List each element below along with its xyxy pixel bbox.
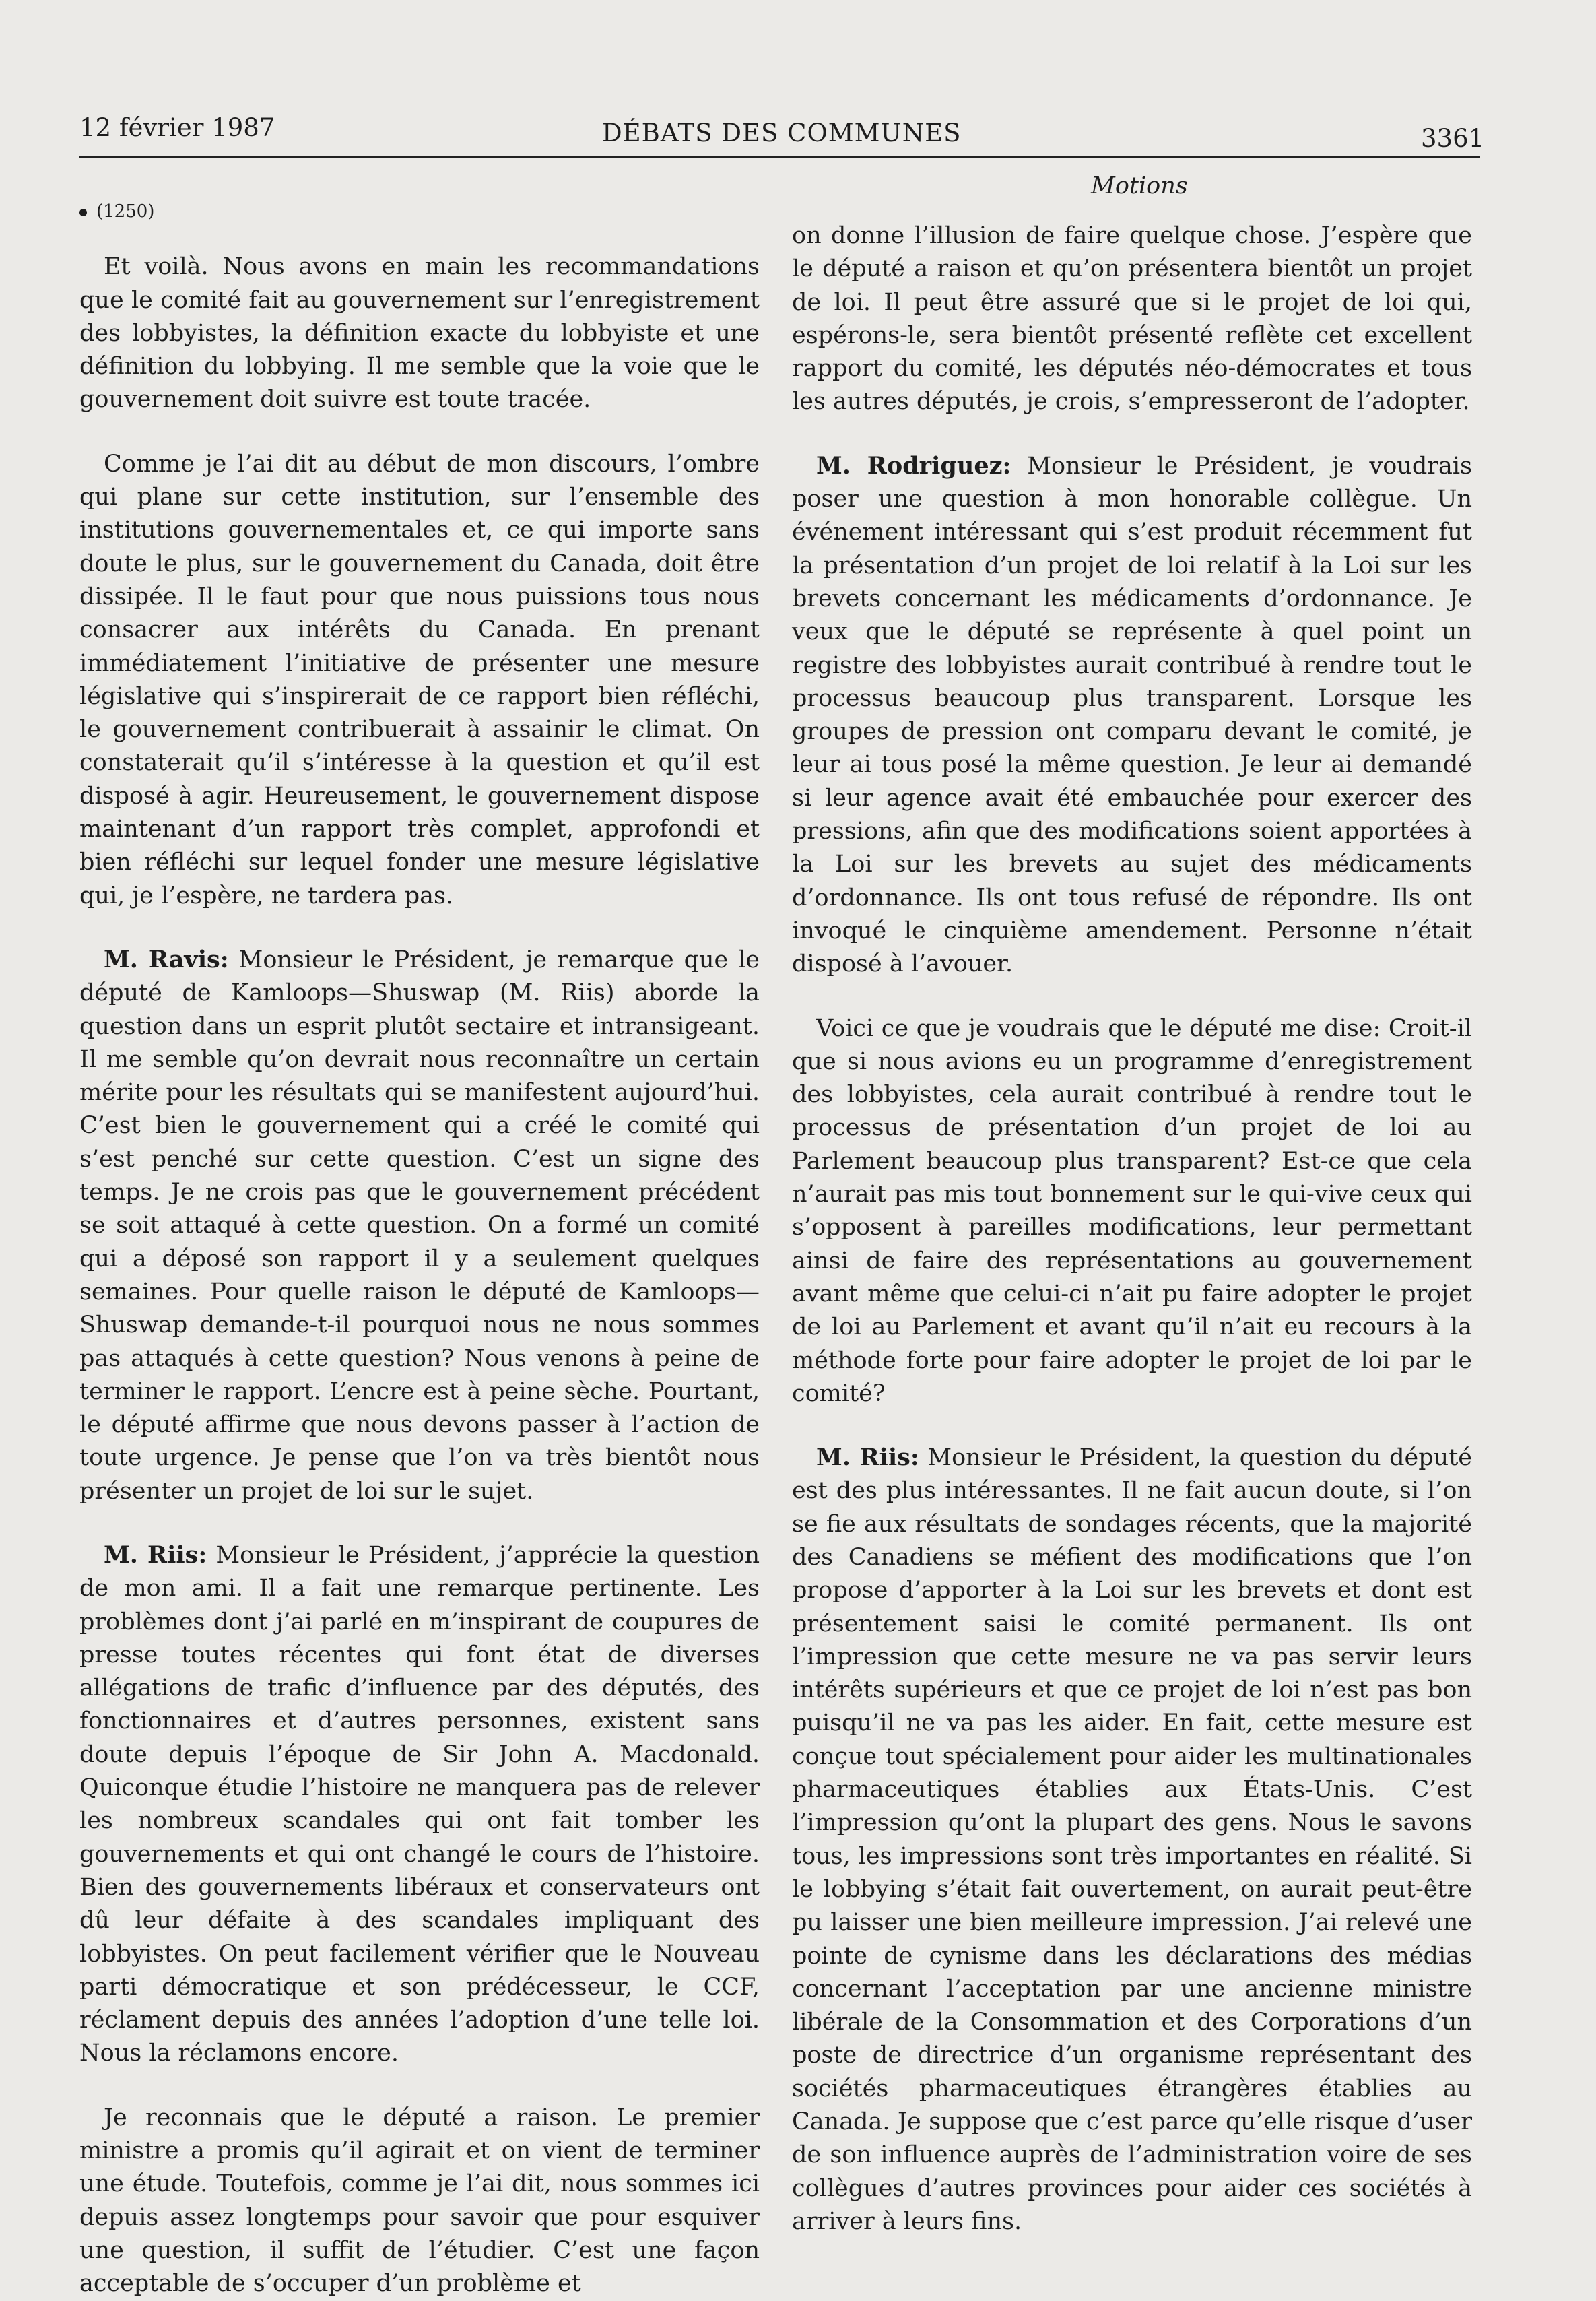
- paragraph: [792, 449, 1472, 981]
- paragraph-text: Monsieur le Président, la question du député est des plus intéressantes. Il ne fait aucun doute, si l’on se fie aux résultats de sondages récents, que la majorité des Canadiens se méfient des modifications que l’on propose d’apporter à la Loi sur les brevets et dont est présentement saisi le comité permanent. Ils ont l’impression que cette mesure ne va pas servir leurs intérêts supérieurs et que ce projet de loi n’est pas bon puisqu’il ne va pas les aider. En fait, cette mesure est conçue tout spécialement pour aider les multinationales pharmaceutiques établies aux États-Unis. C’est l’impression qu’ont la plupart des gens. Nous le savons tous, les impressions sont très importantes en réalité. Si le lobbying s’était fait ouvertement, on aurait peut-être pu laisser une bien meilleure impression. J’ai relevé une pointe de cynisme dans les déclarations des médias concernant l’acceptation par une ancienne ministre libérale de la Consommation et des Corporations d’un poste de directrice d’un organisme représentant des sociétés pharmaceutiques étrangères établies au Canada. Je suppose que c’est parce qu’elle risque d’user de son influence auprès de l’administration voire de ses collègues d’autres provinces pour aider ces sociétés à arriver à leurs fins.: [792, 1444, 1472, 2235]
- timestamp: [79, 195, 760, 228]
- speaker-name: M. Riis:: [104, 1541, 207, 1569]
- page-number: 3361: [1421, 124, 1485, 153]
- speaker-name: M. Riis:: [816, 1444, 919, 1472]
- speaker-name: M. Ravis:: [104, 945, 229, 973]
- paragraph-text: Et voilà. Nous avons en main les recommandations que le comité fait au gouvernement sur l’enregistrement des lobbyistes, la définition exacte du lobbyiste et une définition du lobbying. Il me semble que la voie que le gouvernement doit suivre est toute tracée.: [79, 253, 760, 414]
- left-column: [79, 195, 760, 2301]
- speaker-name: M. Rodriguez:: [816, 451, 1011, 480]
- right-column: [792, 219, 1472, 2238]
- paragraph: [792, 219, 1472, 419]
- paragraph-text: Voici ce que je voudrais que le député me dise: Croit-il que si nous avions eu un programme d’enregistrement des lobbyistes, cela aurait contribué à rendre tout le processus de présentation d’un projet de loi au Parlement beaucoup plus transparent? Est-ce que cela n’aurait pas mis tout bonnement sur le qui-vive ceux qui s’opposent à pareilles modifications, leur permettant ainsi de faire des représentations au gouvernement avant même que celui-ci n’ait pu faire adopter le projet de loi au Parlement et avant qu’il n’ait eu recours à la méthode forte pour faire adopter le projet de loi par le comité?: [792, 1014, 1472, 1407]
- bullet-icon: [79, 209, 87, 216]
- header-date: 12 février 1987: [79, 113, 275, 142]
- paragraph-text: Monsieur le Président, j’apprécie la question de mon ami. Il a fait une remarque pertinente. Les problèmes dont j’ai parlé en m’inspirant de coupures de presse toutes récentes qui font état de diverses allégations de trafic d’influence par des députés, des fonctionnaires et d’autres personnes, existent sans doute depuis l’époque de Sir John A. Macdonald. Quiconque étudie l’histoire ne manquera pas de relever les nombreux scandales qui ont fait tomber les gouvernements et qui ont changé le cours de l’histoire. Bien des gouvernements libéraux et conservateurs ont dû leur défaite à des scandales impliquant des lobbyistes. On peut facilement vérifier que le Nouveau parti démocratique et son prédécesseur, le CCF, réclament depuis des années l’adoption d’une telle loi. Nous la réclamons encore.: [79, 1541, 760, 2067]
- paragraph-text: Je reconnais que le député a raison. Le premier ministre a promis qu’il agirait et on vient de terminer une étude. Toutefois, comme je l’ai dit, nous sommes ici depuis assez longtemps pour savoir que pour esquiver une question, il suffit de l’étudier. C’est une façon acceptable de s’occuper d’un problème et: [79, 2104, 760, 2298]
- paragraph: [79, 447, 760, 913]
- paragraph-text: Comme je l’ai dit au début de mon discours, l’ombre qui plane sur cette institution, sur l’ensemble des institutions gouvernementales et, ce qui importe sans doute le plus, sur le gouvernement du Canada, doit être dissipée. Il le faut pour que nous puissions tous nous consacrer aux intérêts du Canada. En prenant immédiatement l’initiative de présenter une mesure législative qui s’inspirerait de ce rapport bien réfléchi, le gouvernement contribuerait à assainir le climat. On constaterait qu’il s’intéresse à la question et qu’il est disposé à agir. Heureusement, le gouvernement dispose maintenant d’un rapport très complet, approfondi et bien réfléchi sur lequel fonder une mesure législative qui, je l’espère, ne tardera pas.: [79, 450, 760, 909]
- header-title: DÉBATS DES COMMUNES: [602, 119, 962, 148]
- paragraph: [79, 2101, 760, 2301]
- paragraph-text: Monsieur le Président, je remarque que le député de Kamloops—Shuswap (M. Riis) aborde la question dans un esprit plutôt sectaire et intransigeant. Il me semble qu’on devrait nous reconnaître un certain mérite pour les résultats qui se manifestent aujourd’hui. C’est bien le gouvernement qui a créé le comité qui s’est penché sur cette question. C’est un signe des temps. Je ne crois pas que le gouvernement précédent se soit attaqué à cette question. On a formé un comité qui a déposé son rapport il y a seulement quelques semaines. Pour quelle raison le député de Kamloops—Shuswap demande-t-il pourquoi nous ne nous sommes pas attaqués à cette question? Nous venons à peine de terminer le rapport. L’encre est à peine sèche. Pourtant, le député affirme que nous devons passer à l’action de toute urgence. Je pense que l’on va très bientôt nous présenter un projet de loi sur le sujet.: [79, 946, 760, 1505]
- paragraph-text: Monsieur le Président, je voudrais poser une question à mon honorable collègue. Un événement intéressant qui s’est produit récemment fut la présentation d’un projet de loi relatif à la Loi sur les brevets concernant les médicaments d’ordonnance. Je veux que le député se représente à quel point un registre des lobbyistes aurait contribué à rendre tout le processus beaucoup plus transparent. Lorsque les groupes de pression ont comparu devant le comité, je leur ai tous posé la même question. Je leur ai demandé si leur agence avait été embauchée pour exercer des pressions, afin que des modifications soient apportées à la Loi sur les brevets au sujet des médicaments d’ordonnance. Ils ont tous refusé de répondre. Ils ont invoqué le cinquième amendement. Personne n’était disposé à l’avouer.: [792, 452, 1472, 978]
- paragraph: [792, 1012, 1472, 1411]
- timestamp-text: (1250): [96, 201, 155, 222]
- paragraph-text: on donne l’illusion de faire quelque chose. J’espère que le député a raison et qu’on présentera bientôt un projet de loi. Il peut être assuré que si le projet de loi qui, espérons-le, sera bientôt présenté reflète cet excellent rapport du comité, les députés néo-démocrates et tous les autres députés, je crois, s’empresseront de l’adopter.: [792, 222, 1472, 416]
- paragraph: [79, 943, 760, 1508]
- section-title: Motions: [1091, 172, 1188, 199]
- paragraph: [792, 1441, 1472, 2238]
- paragraph: [79, 1538, 760, 2071]
- header-rule: [79, 156, 1480, 158]
- paragraph: [79, 250, 760, 416]
